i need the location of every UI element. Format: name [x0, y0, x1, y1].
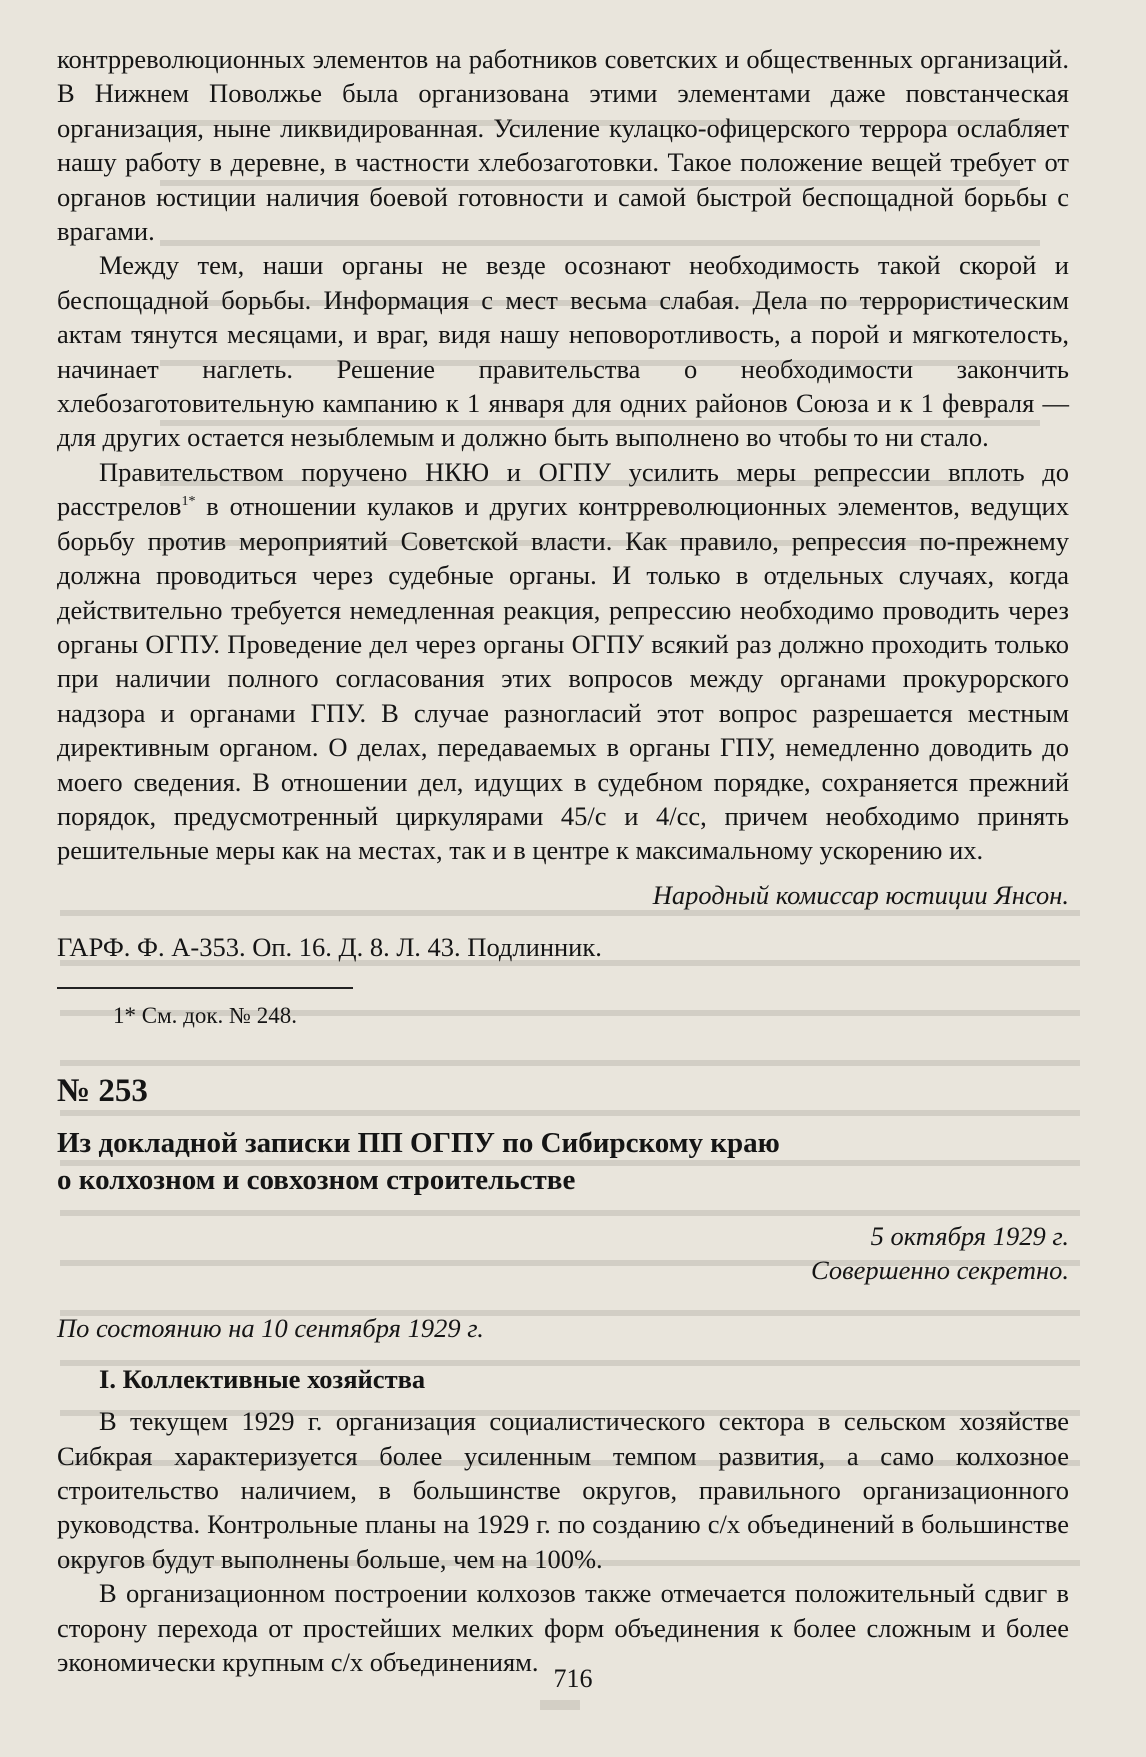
footnote-divider	[57, 987, 353, 989]
footnote-marker[interactable]: 1*	[181, 494, 196, 510]
signature: Народный комиссар юстиции Янсон.	[652, 879, 1069, 910]
page-body	[57, 42, 1069, 1679]
paragraph-2: Между тем, наши органы не везде осознают необходимость такой скорой и беспощадной борьбы. Информация с мест весьма слабая. Дела по террористическим актам тянутся месяцами, и враг, видя нашу неповоротливость, а порой и мягкотелость, начинает наглеть. Решение правительства о необходимости закончить хлебозаготовительную кампанию к 1 января для одних районов Союза и к 1 февраля — для других остается незыблемым и должно быть выполнено во чтобы то ни стало.	[57, 250, 1069, 453]
report-paragraph-1: В текущем 1929 г. организация социалистического сектора в сельском хозяйстве Сибкрая характеризуется более усиленным темпом развития, а само колхозное строительство наличием, в большинстве округов, правильного организационного руководства. Контрольные планы на 1929 г. по созданию с/х объединений в большинстве округов будут выполнены больше, чем на 100%.	[57, 1406, 1069, 1574]
page-number: 716	[553, 1664, 593, 1693]
document-title-line-1: Из докладной записки ПП ОГПУ по Сибирскому краю	[57, 1126, 780, 1159]
section-heading: I. Коллективные хозяйства	[99, 1363, 426, 1394]
report-paragraph-2: В организационном построении колхозов также отмечается положительный сдвиг в сторону перехода от простейших мелких форм объединения к более сложным и более экономически крупным с/х объединениям.	[57, 1578, 1069, 1678]
paragraph-3-start: Правительством поручено НКЮ и ОГПУ усилить меры репрессии вплоть до расстрелов	[57, 456, 1069, 522]
classification-stamp: Совершенно секретно.	[811, 1254, 1069, 1285]
archive-source: ГАРФ. Ф. А-353. Оп. 16. Д. 8. Л. 43. Подлинник.	[57, 932, 602, 963]
document-number: № 253	[57, 1072, 148, 1109]
document-title-line-2: о колхозном и совхозном строительстве	[57, 1163, 576, 1196]
document-date: 5 октября 1929 г.	[870, 1220, 1069, 1251]
as-of-date: По состоянию на 10 сентября 1929 г.	[57, 1313, 484, 1344]
document-title	[57, 1125, 1069, 1199]
footnote: 1* См. док. № 248.	[113, 1002, 297, 1028]
paragraph-3	[57, 455, 1069, 868]
paragraph-3-rest: в отношении кулаков и других контрреволюционных элементов, ведущих борьбу против мероприятий Советской власти. Как правило, репрессия по-прежнему должна проводиться через судебные органы. И только в отдельных случаях, когда действительно требуется немедленная реакция, репрессию необходимо проводить через органы ОГПУ. Проведение дел через органы ОГПУ всякий раз должно проходить только при наличии полного согласования этих вопросов между органами прокурорского надзора и органами ГПУ. В случае разногласий этот вопрос разрешается местным директивным органом. О делах, передаваемых в органы ГПУ, немедленно доводить до моего сведения. В отношении дел, идущих в судебном порядке, сохраняется прежний порядок, предусмотренный циркулярами 45/с и 4/сс, причем необходимо принять решительные меры как на местах, так и в центре к максимальному ускорению их.	[57, 491, 1069, 866]
paragraph-1: контрреволюционных элементов на работников советских и общественных организаций. В Нижнем Поволжье была организована этими элементами даже повстанческая организация, ныне ликвидированная. Усиление кулацко-офицерского террора ослабляет нашу работу в деревне, в частности хлебозаготовки. Такое положение вещей требует от органов юстиции наличия боевой готовности и самой быстрой беспощадной борьбы с врагами.	[57, 44, 1069, 247]
